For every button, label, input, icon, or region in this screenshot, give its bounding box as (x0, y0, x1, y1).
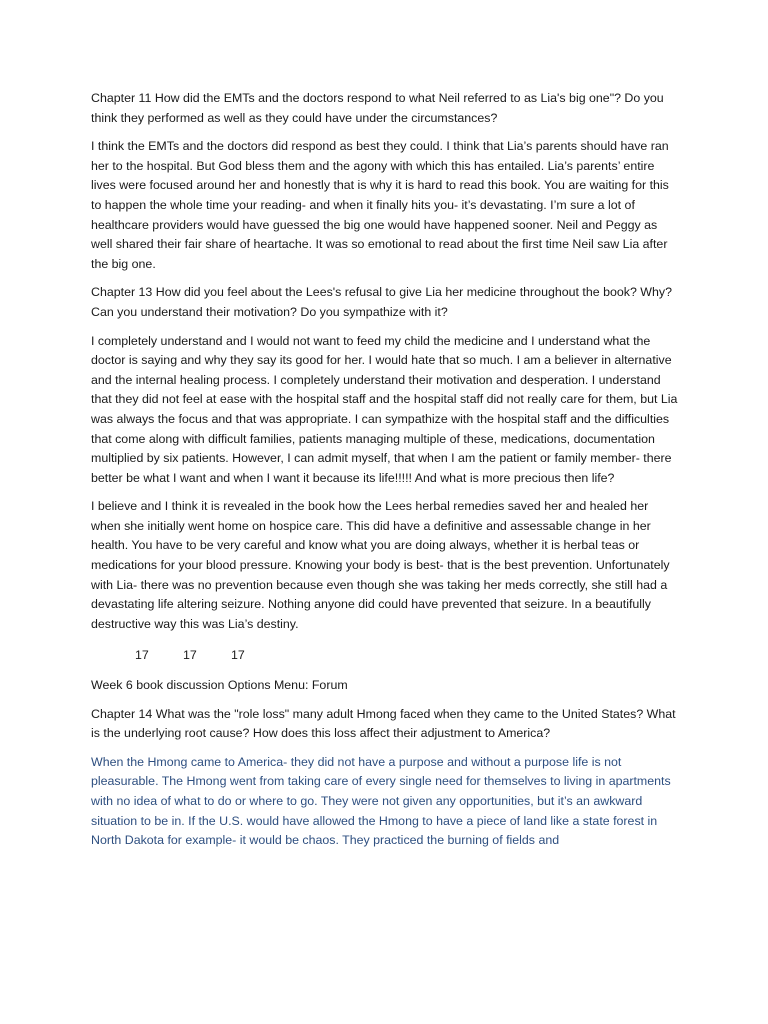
chapter-11-answer: I think the EMTs and the doctors did respond as best they could. I think that Lia’s parents should have ran her to the hospital. But God bless them and the agony with which this has entailed. Lia’s parents’ entire lives were focused around her and honestly that is why it is hard to read this book. You are waiting for this to happen the whole time your reading- and when it finally hits you- it’s devastating. I’m sure a lot of healthcare providers would have guessed the big one would have happened sooner. Neil and Peggy as well shared their fair share of heartache. It was so emotional to read about the first time Neil saw Lia after the big one. (91, 139, 669, 271)
chapter-13-answer-continued: I believe and I think it is revealed in the book how the Lees herbal remedies saved her and healed her when she initially went home on hospice care. This did have a definitive and assessable change in her health. You have to be very careful and know what you are doing always, whether it is herbal teas or medications for your blood pressure. Knowing your body is best- that is the best prevention. Unfortunately with Lia- there was no prevention because even though she was taking her meds correctly, she still had a devastating life altering seizure. Nothing anyone did could have prevented that seizure. In a beautifully destructive way this was Lia’s destiny. (91, 499, 670, 631)
chapter-14-question: Chapter 14 What was the "role loss" many adult Hmong faced when they came to the United States? What is the underlying root cause? How does this loss affect their adjustment to America? (91, 706, 676, 741)
page-number-row (91, 646, 681, 666)
chapter-14-answer: When the Hmong came to America- they did not have a purpose and without a purpose life is not pleasurable. The Hmong went from taking care of every single need for themselves to living in apartments with no idea of what to do or where to go. They were not given any opportunities, but it’s an awkward situation to be in. If the U.S. would have allowed the Hmong to have a piece of land like a state forest in North Dakota for example- it would be chaos. They practiced the burning of fields and (91, 754, 671, 848)
page-number: 17 (231, 648, 245, 663)
page-number: 17 (183, 648, 197, 663)
chapter-11-question: Chapter 11 How did the EMTs and the doctors respond to what Neil referred to as Lia's big one"? Do you think they performed as well as they could have under the circumstances? (91, 91, 664, 125)
forum-heading: Week 6 book discussion Options Menu: Forum (91, 678, 348, 693)
document-page (91, 89, 681, 860)
chapter-13-question: Chapter 13 How did you feel about the Lees's refusal to give Lia her medicine throughout the book? Why? Can you understand their motivation? Do you sympathize with it? (91, 285, 672, 319)
page-number: 17 (135, 648, 149, 663)
chapter-13-answer: I completely understand and I would not want to feed my child the medicine and I understand what the doctor is saying and why they say its good for her. I would hate that so much. I am a believer in alternative and the internal healing process. I completely understand their motivation and desperation. I understand that they did not feel at ease with the hospital staff and the hospital staff did not really care for them, but Lia was always the focus and that was appropriate. I can sympathize with the hospital staff and the difficulties that come along with difficult families, patients managing multiple of these, medications, documentation multiplied by six patients. However, I can admit myself, that when I am the patient or family member- there better be what I want and when I want it because its life!!!!! And what is more precious then life? (91, 333, 678, 485)
